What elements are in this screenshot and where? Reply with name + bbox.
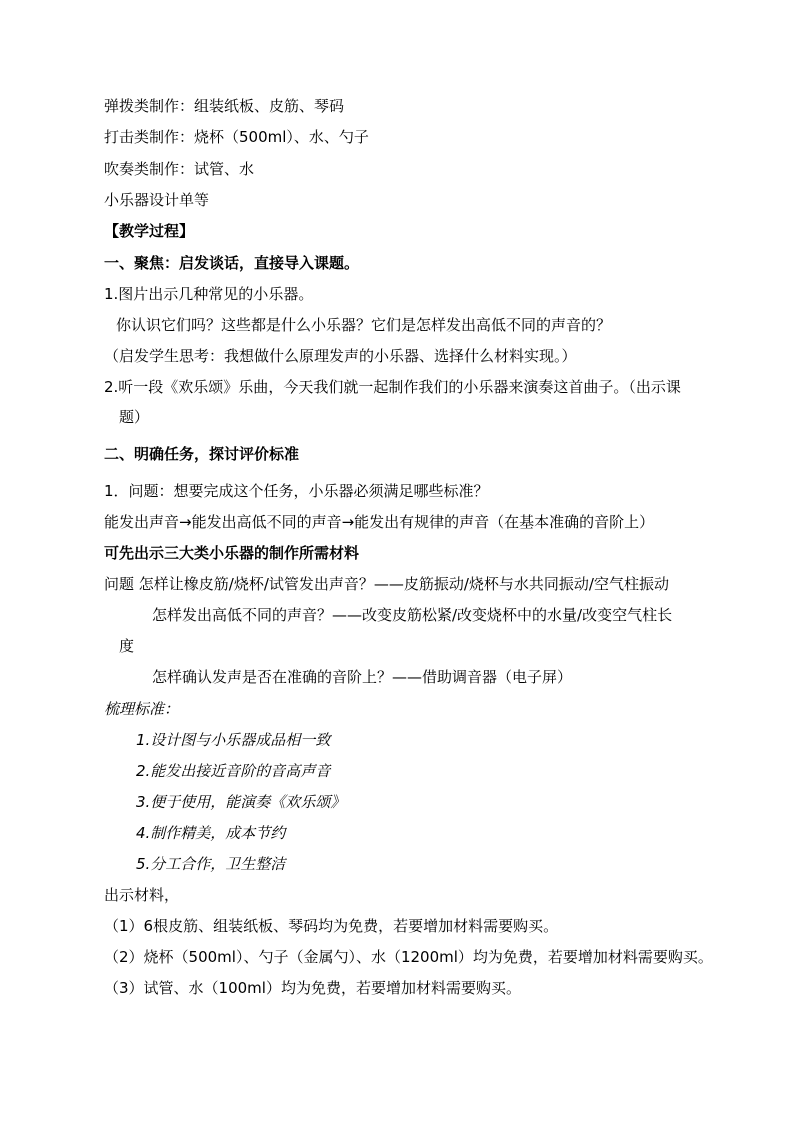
section-heading: 二、明确任务，探讨评价标准 (104, 445, 300, 463)
text-line: （启发学生思考：我想做什么原理发声的小乐器、选择什么材料实现。） (104, 347, 577, 365)
text-line: （1）6根皮筋、组装纸板、琴码均为免费，若要增加材料需要购买。 (104, 917, 559, 935)
text-line: 2.听一段《欢乐颂》乐曲，今天我们就一起制作我们的小乐器来演奏这首曲子。（出示课 (104, 378, 681, 396)
text-line: 弹拨类制作：组装纸板、皮筋、琴码 (104, 97, 345, 115)
list-item: 1.设计图与小乐器成品相一致 (136, 731, 331, 749)
text-line: 怎样发出高低不同的声音？——改变皮筋松紧/改变烧杯中的水量/改变空气柱长 (152, 606, 673, 624)
text-line: （2）烧杯（500ml）、勺子（金属勺）、水（1200ml）均为免费，若要增加材料需要购买。 (104, 948, 713, 966)
text-line: 题） (119, 408, 150, 426)
list-item: 3.便于使用，能演奏《欢乐颂》 (136, 793, 346, 811)
italic-heading: 梳理标准： (104, 700, 180, 718)
text-line: 能发出声音→能发出高低不同的声音→能发出有规律的声音（在基本准确的音阶上） (104, 513, 655, 531)
text-line: 打击类制作：烧杯（500ml）、水、勺子 (104, 128, 369, 146)
text-line: 出示材料， (104, 886, 180, 904)
section-heading: 【教学过程】 (104, 222, 195, 240)
text-line: 你认识它们吗？这些都是什么小乐器？它们是怎样发出高低不同的声音的？ (116, 316, 612, 334)
text-line: 小乐器设计单等 (104, 191, 210, 209)
section-heading: 一、聚焦：启发谈话，直接导入课题。 (104, 254, 360, 272)
text-line: （3）试管、水（100ml）均为免费，若要增加材料需要购买。 (104, 979, 521, 997)
bold-note: 可先出示三大类小乐器的制作所需材料 (104, 544, 360, 562)
text-line: 吹奏类制作：试管、水 (104, 160, 255, 178)
text-line: 度 (119, 637, 135, 655)
text-line: 问题 怎样让橡皮筋/烧杯/试管发出声音？——皮筋振动/烧杯与水共同振动/空气柱振动 (104, 575, 669, 593)
list-item: 2.能发出接近音阶的音高声音 (136, 762, 331, 780)
text-line: 怎样确认发声是否在准确的音阶上？——借助调音器（电子屏） (152, 668, 573, 686)
text-line: 1.图片出示几种常见的小乐器。 (104, 285, 314, 303)
text-line: 1．问题：想要完成这个任务，小乐器必须满足哪些标准？ (104, 482, 489, 500)
list-item: 5.分工合作，卫生整洁 (136, 855, 286, 873)
list-item: 4.制作精美，成本节约 (136, 824, 286, 842)
